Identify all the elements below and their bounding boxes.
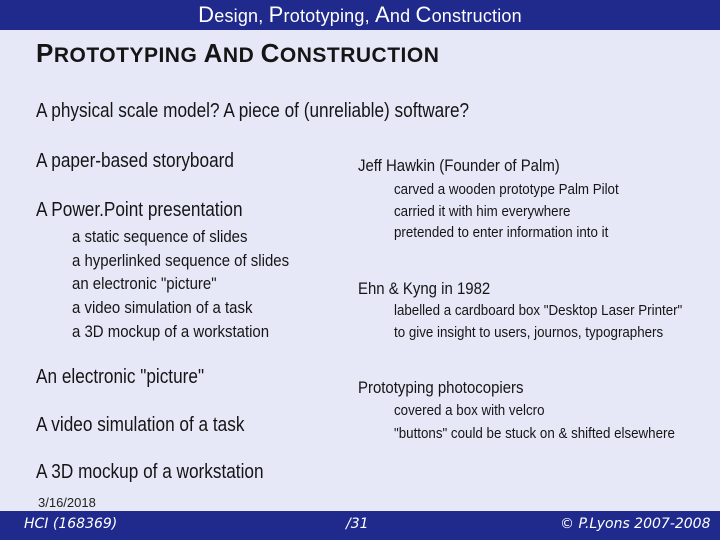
hawkin-heading: Jeff Hawkin (Founder of Palm) <box>358 156 560 175</box>
footer-page-number: /31 <box>346 516 369 532</box>
powerpoint-sub-item: a hyperlinked sequence of slides <box>72 251 290 270</box>
hawkin-sub-item: carried it with him everywhere <box>394 204 571 220</box>
ehn-heading: Ehn & Kyng in 1982 <box>358 279 491 298</box>
powerpoint-bullet: A Power.Point presentation <box>36 199 243 221</box>
powerpoint-sub-item: an electronic "picture" <box>72 274 217 293</box>
ehn-sub-item: labelled a cardboard box "Desktop Laser Printer" <box>394 303 683 319</box>
hawkin-sub-item: pretended to enter information into it <box>394 225 609 241</box>
slide-title: PROTOTYPING AND CONSTRUCTION <box>36 38 440 68</box>
footer-course: HCI (168369) <box>24 516 118 532</box>
slide-date: 3/16/2018 <box>38 495 96 510</box>
video-bullet: A video simulation of a task <box>36 414 245 436</box>
powerpoint-sub-item: a video simulation of a task <box>72 298 253 317</box>
ehn-sub-item: to give insight to users, journos, typographers <box>394 325 664 341</box>
picture-bullet: An electronic "picture" <box>36 366 205 388</box>
hawkin-sub-item: carved a wooden prototype Palm Pilot <box>394 182 619 198</box>
photocopiers-sub-item: "buttons" could be stuck on & shifted elsewhere <box>394 426 675 442</box>
mockup-bullet: A 3D mockup of a workstation <box>36 461 264 483</box>
photocopiers-heading: Prototyping photocopiers <box>358 378 524 397</box>
footer-copyright: © P.Lyons 2007-2008 <box>560 516 711 532</box>
intro-text: A physical scale model? A piece of (unreliable) software? <box>36 100 470 122</box>
powerpoint-sub-item: a static sequence of slides <box>72 227 248 246</box>
photocopiers-sub-item: covered a box with velcro <box>394 403 545 419</box>
storyboard-bullet: A paper-based storyboard <box>36 150 234 172</box>
header-title: Design, Prototyping, And Construction <box>198 2 522 27</box>
powerpoint-sub-item: a 3D mockup of a workstation <box>72 322 270 341</box>
